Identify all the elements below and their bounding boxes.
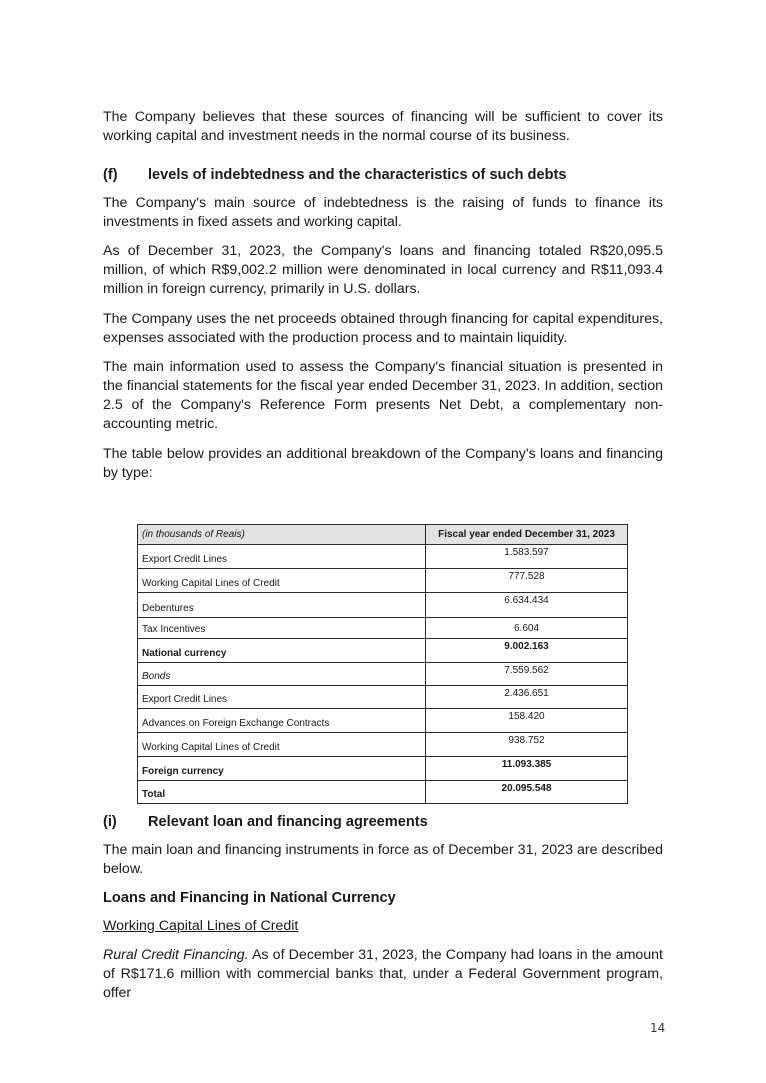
row-label: Total xyxy=(138,781,426,804)
table-row-subtotal-foreign xyxy=(138,757,628,781)
table-row xyxy=(138,709,628,733)
row-value: 938.752 xyxy=(426,733,628,757)
paragraph-financing-sources: The Company believes that these sources of financing will be sufficient to cover its working capital and investment needs in the normal course of its business. xyxy=(103,109,663,144)
section-number: (i) xyxy=(103,814,117,830)
row-label: Foreign currency xyxy=(138,757,426,781)
row-value: 9.002.163 xyxy=(426,639,628,663)
table-row-subtotal-national xyxy=(138,639,628,663)
row-value: 20.095.548 xyxy=(426,781,628,804)
row-label: Debentures xyxy=(138,593,426,618)
paragraph-main-source: The Company's main source of indebtedness is the raising of funds to finance its investments in fixed assets and working capital. xyxy=(103,195,663,230)
rural-credit-lead: Rural Credit Financing. xyxy=(103,947,249,963)
subheading-national-currency: Loans and Financing in National Currency xyxy=(103,890,396,906)
table-header-value: Fiscal year ended December 31, 2023 xyxy=(426,525,628,545)
table-header-row xyxy=(138,525,628,545)
paragraph-table-intro: The table below provides an additional breakdown of the Company's loans and financing by type: xyxy=(103,446,663,481)
row-value: 777.528 xyxy=(426,569,628,593)
row-value: 7.559.562 xyxy=(426,663,628,686)
section-heading-i xyxy=(103,813,663,832)
row-value: 2.436.651 xyxy=(426,686,628,709)
section-number: (f) xyxy=(103,167,118,183)
row-label: Advances on Foreign Exchange Contracts xyxy=(138,709,426,733)
row-label: Bonds xyxy=(138,663,426,686)
row-value: 6.604 xyxy=(426,618,628,639)
row-label: Export Credit Lines xyxy=(138,686,426,709)
row-label: Working Capital Lines of Credit xyxy=(138,569,426,593)
section-heading-f xyxy=(103,166,663,185)
table-body xyxy=(138,545,628,804)
page-number: 14 xyxy=(650,1021,666,1035)
table-row xyxy=(138,663,628,686)
rural-credit-text: As of December 31, 2023, the Company had loans in the amount of R$171.6 million with commercial banks that, under a Federal Government program, offer xyxy=(103,947,664,1001)
row-value: 1.583.597 xyxy=(426,545,628,569)
table-row xyxy=(138,569,628,593)
row-label: Working Capital Lines of Credit xyxy=(138,733,426,757)
table-row xyxy=(138,733,628,757)
row-value: 6.634.434 xyxy=(426,593,628,618)
paragraph-main-information: The main information used to assess the Company's financial situation is presented in the financial statements for the fiscal year ended December 31, 2023. In addition, section 2.5 of the Company's Reference Form presents Net Debt, a complementary non-accounting metric. xyxy=(103,359,663,432)
section-title: Relevant loan and financing agreements xyxy=(148,814,428,830)
row-value: 158.420 xyxy=(426,709,628,733)
table-row xyxy=(138,593,628,618)
section-title: levels of indebtedness and the characteristics of such debts xyxy=(148,167,567,183)
table-row xyxy=(138,686,628,709)
paragraph-main-instruments: The main loan and financing instruments in force as of December 31, 2023 are described below. xyxy=(103,842,663,877)
loans-financing-table xyxy=(137,524,628,804)
row-label: Export Credit Lines xyxy=(138,545,426,569)
row-label: National currency xyxy=(138,639,426,663)
row-label: Tax Incentives xyxy=(138,618,426,639)
table-row-total xyxy=(138,781,628,804)
subheading-working-capital: Working Capital Lines of Credit xyxy=(103,918,299,934)
paragraph-net-proceeds: The Company uses the net proceeds obtained through financing for capital expenditures, expenses associated with the production process and to maintain liquidity. xyxy=(103,311,663,346)
paragraph-rural-credit xyxy=(103,946,663,1003)
table-row xyxy=(138,545,628,569)
table-header-label: (in thousands of Reais) xyxy=(138,525,426,545)
row-value: 11.093.385 xyxy=(426,757,628,781)
paragraph-loans-total: As of December 31, 2023, the Company's loans and financing totaled R$20,095.5 million, of which R$9,002.2 million were denominated in local currency and R$11,093.4 million in foreign currency, primarily in U.S. dollars. xyxy=(103,243,663,297)
table-row xyxy=(138,618,628,639)
